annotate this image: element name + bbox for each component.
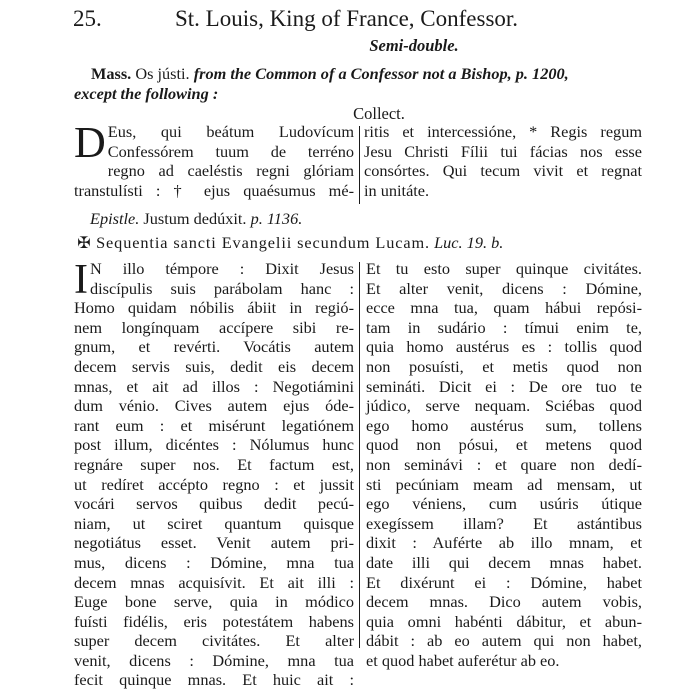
gospel-heading bbox=[76, 233, 503, 253]
gospel-right-line: tam in sudário : tímui enim te, bbox=[366, 317, 642, 337]
collect-right-line: Jesu Christi Fílii tui fácias nos esse bbox=[364, 141, 642, 161]
gospel-left-line: post illum, dicéntes : Nólumus hunc bbox=[74, 435, 354, 455]
collect-left-line: transtulísti : † ejus quaésumus mé- bbox=[74, 180, 354, 200]
gospel-left-column bbox=[74, 259, 354, 690]
gospel-left-line: vocári servos quibus dedit pecú- bbox=[74, 494, 354, 514]
mass-label: Mass. bbox=[91, 64, 132, 83]
collect-right-column bbox=[364, 122, 642, 200]
gospel-right-column bbox=[366, 259, 642, 670]
gospel-right-line: Et dixérunt ei : Dómine, habet bbox=[366, 572, 642, 592]
gospel-left-line: N illo témpore : Dixit Jesus bbox=[90, 259, 354, 278]
mass-rubric bbox=[74, 64, 639, 104]
collect-right-line: consórtes. Qui tecum vivit et regnat bbox=[364, 161, 642, 181]
gospel-left-line: decem servis suis, dedit eis decem bbox=[74, 356, 354, 376]
gospel-left-line: negotiátus esset. Venit autem pri- bbox=[74, 533, 354, 553]
gospel-left-line: nem longínquam accípere sibi re- bbox=[74, 317, 354, 337]
collect-left-line: regno ad caeléstis regni glóriam bbox=[107, 161, 354, 181]
gospel-left-line: super decem civitátes. Et alter bbox=[74, 631, 354, 651]
gospel-left-line: Homo quidam nóbilis ábiit in regió- bbox=[74, 298, 354, 318]
gospel-left-line: dum vénio. Cives autem ejus óde- bbox=[74, 396, 354, 416]
gospel-right-line: Et alter venit, dicens : Dómine, bbox=[366, 278, 642, 298]
feast-number: 25. bbox=[73, 6, 102, 31]
gospel-heading-text: Sequentia sancti Evangelii secundum Lucam. bbox=[96, 233, 431, 252]
gospel-right-line: semináti. Dicit ei : De ore tuo te bbox=[366, 376, 642, 396]
gospel-right-line: dixit : Auférte ab illo mnam, et bbox=[366, 533, 642, 553]
gospel-left-line: ut redíret accépto regno : et jussit bbox=[74, 474, 354, 494]
gospel-left-line: discípulis suis parábolam hanc : bbox=[90, 278, 354, 298]
mass-incipit: Os jústi. bbox=[135, 64, 190, 83]
gospel-right-line: júdico, serve nequam. Sciébas quod bbox=[366, 396, 642, 416]
collect-heading: Collect. bbox=[353, 104, 405, 123]
epistle-line bbox=[90, 209, 302, 229]
collect-dropcap: D bbox=[74, 118, 106, 167]
gospel-right-line: decem mnas. Dico autem vobis, bbox=[366, 592, 642, 612]
feast-rank: Semi-double. bbox=[369, 36, 459, 55]
gospel-ref: Luc. 19. b. bbox=[434, 233, 504, 252]
gospel-right-line: quod non pósui, et metens quod bbox=[366, 435, 642, 455]
collect-left-line: Confessórem tuum de terréno bbox=[107, 141, 354, 161]
gospel-right-line: sti pecúniam meam ad mensam, ut bbox=[366, 474, 642, 494]
gospel-right-line: quia omni habénti dábitur, et abun- bbox=[366, 611, 642, 631]
gospel-left-line: mnas, et ait ad illos : Negotiámini bbox=[74, 376, 354, 396]
feast-title: St. Louis, King of France, Confessor. bbox=[175, 6, 519, 31]
collect-left-line: Eus, qui beátum Ludovícum bbox=[107, 122, 354, 141]
gospel-left-line: rant eum : et misérunt legatiónem bbox=[74, 415, 354, 435]
gospel-column-rule bbox=[359, 262, 360, 648]
gospel-left-line: Euge bone serve, quia in módico bbox=[74, 592, 354, 612]
gospel-right-line: exegíssem illam? Et astántibus bbox=[366, 513, 642, 533]
epistle-label: Epistle. bbox=[90, 209, 140, 228]
collect-right-line: in unitáte. bbox=[364, 180, 430, 200]
collect-left-column bbox=[74, 118, 354, 200]
mass-note-line1: from the Common of a Confessor not a Bishop, p. 1200, bbox=[193, 64, 569, 83]
gospel-left-line: regnáre super nos. Et factum est, bbox=[74, 454, 354, 474]
mass-note-line2: except the following : bbox=[74, 84, 219, 103]
gospel-right-line: quia homo austérus es : tollis quod bbox=[366, 337, 642, 357]
epistle-ref: p. 1136. bbox=[250, 209, 303, 228]
gospel-left-line: niam, ut sciret quantum quisque bbox=[74, 513, 354, 533]
gospel-left-line: gnum, et revérti. Vocátis autem bbox=[74, 337, 354, 357]
cross-icon: ✠ bbox=[77, 235, 91, 252]
collect-column-rule bbox=[359, 126, 360, 204]
gospel-left-line: mus, dicens : Dómine, mna tua bbox=[74, 552, 354, 572]
gospel-right-line: ego véniens, cum usúris útique bbox=[366, 494, 642, 514]
gospel-right-line: Et tu esto super quinque civitátes. bbox=[366, 259, 642, 278]
gospel-right-line: dábit : ab eo autem qui non habet, bbox=[366, 631, 642, 651]
epistle-text: Justum dedúxit. bbox=[143, 209, 247, 228]
gospel-left-line: fuísti fidélis, eris potestátem habens bbox=[74, 611, 354, 631]
gospel-right-line: ecce mna tua, quam hábui repósi- bbox=[366, 298, 642, 318]
gospel-right-line: non posuísti, et metis quod non bbox=[366, 356, 642, 376]
gospel-left-line: fecit quinque mnas. Et huic ait : bbox=[74, 670, 354, 690]
gospel-right-line: et quod habet auferétur ab eo. bbox=[366, 650, 560, 670]
gospel-left-line: decem mnas acquisívit. Et ait illi : bbox=[74, 572, 354, 592]
gospel-right-line: ego homo austérus sum, tollens bbox=[366, 415, 642, 435]
collect-right-line: ritis et intercessióne, * Regis regum bbox=[364, 122, 642, 141]
gospel-dropcap: I bbox=[74, 257, 88, 303]
gospel-right-line: non seminávi : et quare non dedí- bbox=[366, 454, 642, 474]
gospel-right-line: date illi qui decem mnas habet. bbox=[366, 552, 642, 572]
gospel-left-line: venit, dicens : Dómine, mna tua bbox=[74, 650, 354, 670]
